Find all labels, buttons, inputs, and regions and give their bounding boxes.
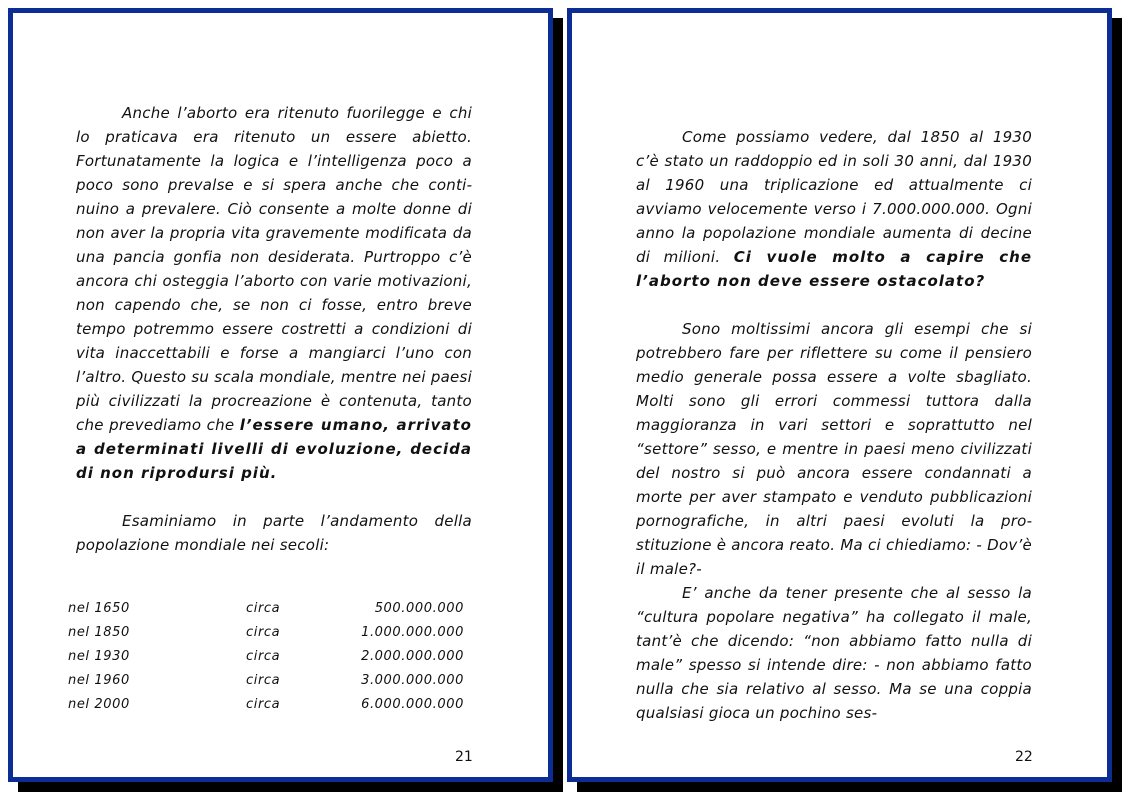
- population-year: nel 1650: [68, 601, 130, 616]
- population-row: [68, 649, 464, 673]
- population-value: 3.000.000.000: [361, 673, 464, 688]
- population-value: 6.000.000.000: [361, 697, 464, 712]
- population-year: nel 2000: [68, 697, 130, 712]
- right-paragraph-1: [636, 125, 1032, 293]
- population-row: [68, 601, 464, 625]
- population-year: nel 1850: [68, 625, 130, 640]
- population-value: 1.000.000.000: [361, 625, 464, 640]
- population-row: [68, 625, 464, 649]
- population-year: nel 1960: [68, 673, 130, 688]
- right-page-number: 22: [1015, 749, 1033, 765]
- population-row: [68, 673, 464, 697]
- population-approx: circa: [246, 697, 281, 712]
- left-page-text: [76, 101, 472, 557]
- left-paragraph-1-bold: l’essere umano, arrivato a determinati livelli di evoluzione, decida di non riprodursi più.: [76, 416, 472, 482]
- population-value: 500.000.000: [374, 601, 464, 616]
- population-row: [68, 697, 464, 721]
- right-paragraph-1-text: Come possiamo vedere, dal 1850 al 1930 c’è stato un raddoppio ed in soli 30 anni, dal 1930 al 1960 una triplicazione ed attualmente ci avviamo velocemente verso i 7.000.000.000. Ogni anno la popolazione mondiale aumenta di decine di milioni.: [636, 128, 1032, 266]
- right-page-text: [636, 125, 1032, 725]
- population-year: nel 1930: [68, 649, 130, 664]
- population-approx: circa: [246, 625, 281, 640]
- right-paragraph-1-bold: Ci vuole molto a capire che l’aborto non deve essere ostacolato?: [636, 248, 1032, 290]
- left-paragraph-1: [76, 101, 472, 485]
- population-approx: circa: [246, 649, 281, 664]
- left-paragraph-1-text: Anche l’aborto era ritenuto fuorilegge e chi lo praticava era ritenuto un essere abietto. Fortunatamente la logica e l’intelligenza poco a poco sono prevalse e si spera anche che continuino a prevalere. Ciò consente a molte donne di non aver la propria vita gravemente modificata da una pancia gonfia non desiderata. Purtroppo c’è ancora chi osteggia l’aborto con varie motivazioni, non capendo che, se non ci fosse, entro breve tempo potremmo essere costretti a condizioni di vita inaccettabili e forse a mangiarci l’uno con l’altro. Questo su scala mondiale, mentre nei paesi più civilizzati la procreazione è contenuta, tanto che prevediamo che: [76, 104, 472, 434]
- left-paragraph-2: Esaminiamo in parte l’andamento della popolazione mondiale nei secoli:: [76, 512, 472, 554]
- population-table: [68, 601, 464, 721]
- left-page-number: 21: [455, 749, 473, 765]
- population-value: 2.000.000.000: [361, 649, 464, 664]
- right-paragraph-3: E’ anche da tener presente che al sesso la “cultura popolare negativa” ha collegato il male, tant’è che dicendo: “non abbiamo fatto nulla di male” spesso si intende dire: - non abbiamo fatto nulla che sia relativo al sesso. Ma se una coppia qualsiasi gioca un pochino ses-: [636, 584, 1032, 722]
- population-approx: circa: [246, 601, 281, 616]
- right-paragraph-2: Sono moltissimi ancora gli esempi che si potrebbero fare per riflettere su come il pensiero medio generale possa essere a volte sbagliato. Molti sono gli errori commessi tuttora dalla maggioranza in vari settori e soprattutto nel “settore” sesso, e mentre in paesi meno civilizzati del nostro si può ancora essere condannati a morte per aver stampato e venduto pubblicazioni pornografiche, in altri paesi evoluti la prostituzione è ancora reato. Ma ci chiediamo: - Dov’è il male?-: [636, 320, 1032, 578]
- population-approx: circa: [246, 673, 281, 688]
